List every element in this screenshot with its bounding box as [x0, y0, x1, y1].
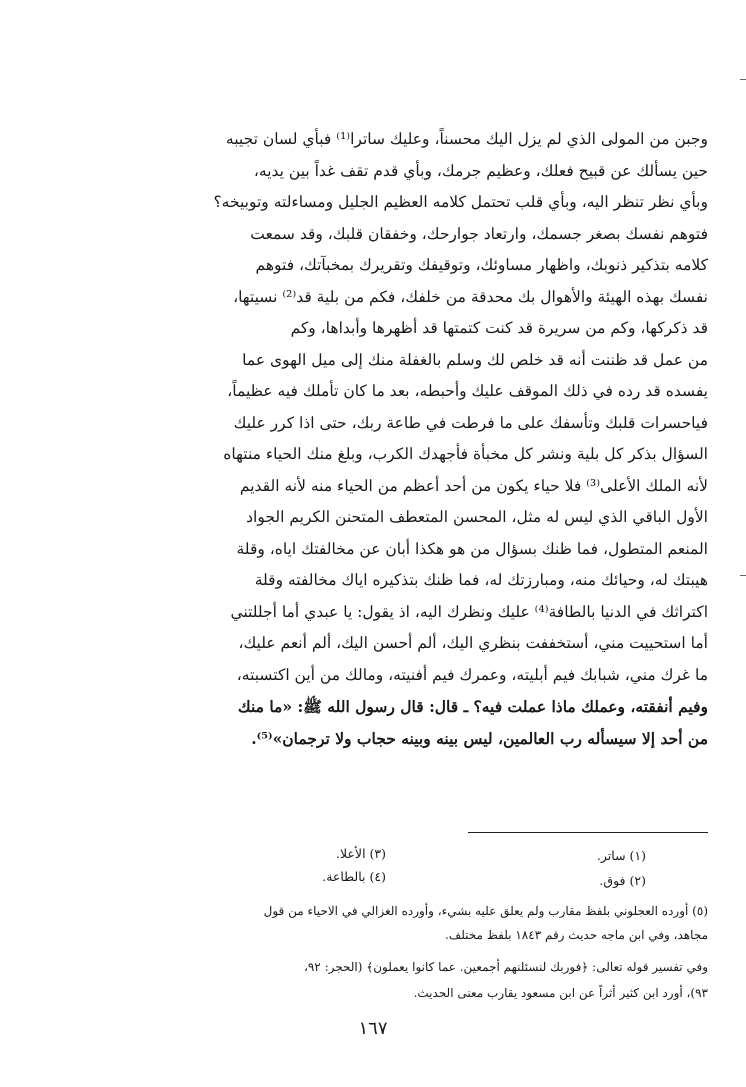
footnote-2: (٢) فوق. [599, 873, 646, 888]
footnote-5-line: مجاهد، وفي ابن ماجه حديث رقم ١٨٤٣ بلفظ مختلف. [444, 928, 708, 942]
body-line: يفسده قد رده في ذلك الموقف عليك وأحبطه، بعد ما كان تأملك فيه عظيماً، [227, 382, 708, 400]
footnote-1: (١) ساتر. [596, 848, 646, 863]
body-line: هيبتك له، وحيائك منه، ومبارزتك له، فما ظنك بتذكيره اياك مخالفته وقلة [254, 571, 708, 589]
body-line: أما استحييت مني، أستخففت بنظري اليك، ألم أحسن اليك، ألم أنعم عليك، [238, 634, 708, 652]
body-line: ما غرك مني، شبابك فيم أبليته، وعمرك فيم أفنيته، ومالك من أين اكتسبته، [236, 665, 708, 684]
body-line: حين يسألك عن قبيح فعلك، وعظيم جرمك، وبأي قدم تقف غداً بين يديه، [253, 161, 708, 180]
body-line: وجبن من المولى الذي لم يزل اليك محسناً، وعليك ساترا⁽¹⁾ فبأي لسان تجيبه [225, 130, 708, 148]
footnote-5-line: ٩٣)، أورد ابن كثير أثراً عن ابن مسعود يقارب معنى الحديث. [413, 986, 708, 1000]
body-line: المنعم المتطول، فما ظنك بسؤال من هو هكذا أبان عن مخالفتك اياه، وقلة [236, 539, 708, 558]
body-line: وبأي نظر تنظر اليه، وبأي قلب تحتمل كلامه العظيم الجليل ومساءلته وتوبيخه؟ [213, 193, 708, 211]
body-line: فياحسرات قلبك وتأسفك على ما فرطت في طاعة ربك، حتى اذا كرر عليك [233, 413, 708, 432]
footnote-5-line: وفي تفسير قوله تعالى: ﴿فوربك لنسئلنهم أجمعين. عما كانوا يعملون﴾ (الحجر: ٩٢، [303, 960, 708, 974]
body-line-hadith: من أحد إلا سيسأله رب العالمين، ليس بينه وبينه حجاب ولا ترجمان»⁽⁵⁾. [251, 728, 708, 748]
body-line: من عمل قد ظننت أنه قد خلص لك وسلم بالغفلة منك إلى ميل الهوى عما [242, 350, 708, 369]
body-line: قد ذكركها، وكم من سريرة قد كنت كتمتها قد أظهرها وأبداها، وكم [290, 319, 708, 337]
footnote-4: (٤) بالطاعة. [322, 869, 386, 884]
body-line: لأنه الملك الأعلى⁽³⁾ فلا حياء يكون من أحد أعظم من الحياء منه لأنه القديم [239, 476, 708, 495]
body-line: اكتراثك في الدنيا بالطافة⁽⁴⁾ عليك ونظرك اليه، اذ يقول: يا عبدي أما أجللتني [230, 602, 708, 621]
edge-mark [740, 575, 746, 576]
body-line: نفسك بهذه الهيئة والأهوال بك محدقة من خلفك، فكم من بلية قد⁽²⁾ نسيتها، [233, 287, 708, 306]
body-line: السؤال بذكر كل بلية ونشر كل مخبأة فأجهدك الكرب، وبلغ منك الحياء منتهاه [223, 445, 708, 463]
footnote-5-line: (٥) أورده العجلوني بلفظ مقارب ولم يعلق عليه بشيء، وأورده الغزالي في الاحياء من قول [263, 904, 708, 918]
footnote-3: (٣) الأعلا. [336, 846, 386, 861]
body-text [88, 124, 708, 754]
body-line: فتوهم نفسك بصغر جسمك، وارتعاد جوارحك، وخفقان قلبك، وقد سمعت [250, 224, 708, 243]
body-line: الأول الباقي الذي ليس له مثل، المحسن المتعطف المتحنن الكريم الجواد [246, 508, 708, 526]
edge-mark [740, 79, 746, 80]
body-line: كلامه بتذكير ذنوبك، واظهار مساوئك، وتوقيفك وتقريرك بمخبآتك، فتوهم [255, 256, 708, 274]
body-line-hadith: وفيم أنفقته، وعملك ماذا عملت فيه؟ ـ قال: قال رسول الله ﷺ: «ما منك [237, 697, 708, 716]
page-number: ١٦٧ [358, 1018, 388, 1039]
footnote-separator [468, 832, 708, 833]
